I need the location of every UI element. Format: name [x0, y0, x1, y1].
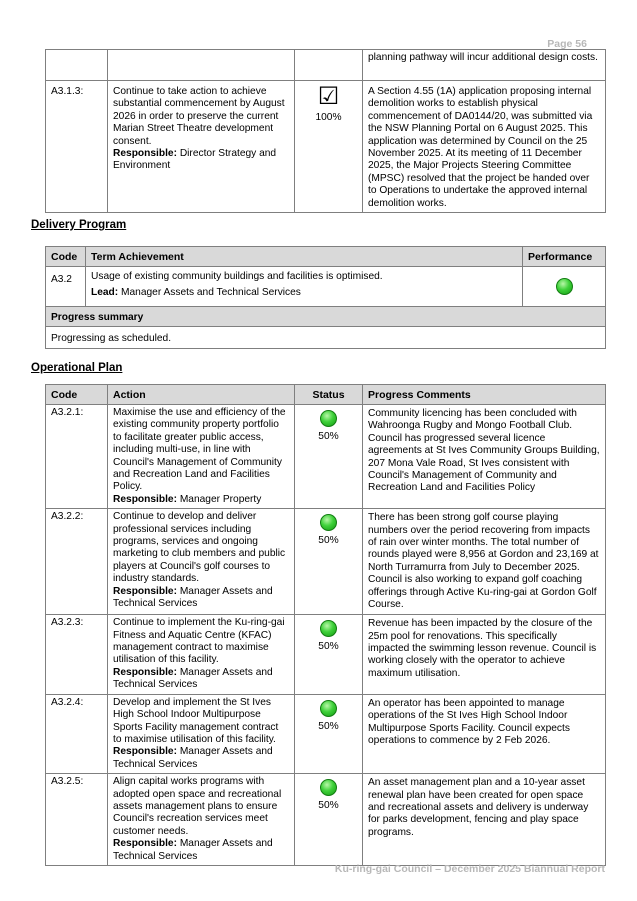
- col-action: Action: [108, 385, 295, 405]
- action-text: Continue to take action to achieve substantial commencement by August 2026 in order to preserve the current Marian Street Theatre development consent.: [113, 86, 285, 147]
- term-code: A3.2: [46, 267, 86, 307]
- progress-comment: An operator has been appointed to manage operations of the St Ives High School Indoor Multipurpose Sports Facility. Council expects operations to commence by 2 Feb 2026.: [363, 694, 606, 773]
- responsible-label: Responsible:: [113, 746, 177, 758]
- status-cell: [295, 694, 363, 773]
- responsible-label: Responsible:: [113, 838, 177, 850]
- progress-comment: Revenue has been impacted by the closure of the 25m pool for renovations. This specifically impacted the swimming lesson revenue. Council is working closely with the operator to achieve maximum utilisation.: [363, 615, 606, 694]
- checkbox-ticked-icon: ☑: [317, 83, 340, 110]
- report-footer: Ku-ring-gai Council – December 2025 Biannual Report: [334, 863, 605, 875]
- action-cell: [108, 405, 295, 509]
- progress-comment: Community licencing has been concluded with Wahroonga Rugby and Mongo Football Club. Council has progressed several licence agreements at St Ives Community Groups Building, 207 Mona Vale Road, St Ives consistent with Council's Management of Community and Recreation Land and Facilities Policy: [363, 405, 606, 509]
- page-number: Page 56: [547, 38, 587, 50]
- responsible-value: Manager Assets and Technical Services: [113, 838, 273, 862]
- table-row: [46, 509, 606, 615]
- table-row: [46, 615, 606, 694]
- responsible-label: Responsible:: [113, 666, 177, 678]
- delivery-program-table: [45, 246, 606, 349]
- action-cell: [108, 774, 295, 866]
- status-indicator-icon: [320, 410, 337, 427]
- action-cell: [108, 694, 295, 773]
- table-row: [46, 81, 606, 213]
- col-code: Code: [46, 247, 86, 267]
- col-term-achievement: Term Achievement: [86, 247, 523, 267]
- progress-summary-text: Progressing as scheduled.: [46, 327, 606, 348]
- action-text: Align capital works programs with adopted open space and recreational assets management plans to ensure Council's recreation services meet customer needs.: [113, 776, 282, 837]
- status-percent: 50%: [318, 800, 339, 812]
- status-percent: 50%: [318, 431, 339, 442]
- status-percent: 100%: [315, 112, 342, 123]
- action-text: Continue to develop and deliver professional services including programs, services and ongoing marketing to club members and public players at Council's golf courses to industry standards.: [113, 511, 286, 585]
- term-cell: [86, 267, 523, 307]
- top-action-table: [45, 49, 606, 213]
- table-row: [46, 694, 606, 773]
- status-indicator-icon: [320, 620, 337, 637]
- progress-comment: A Section 4.55 (1A) application proposing internal demolition works to establish physical commencement of DA0144/20, was submitted via the NSW Planning Portal on 6 August 2025. This application was determined by Council on the 25 November 2025. At its meeting of 11 December 2025, the Major Projects Steering Committee (MPSC) resolved that the project be handed over to Operations to undertake the approved internal demolition works.: [363, 81, 606, 213]
- status-indicator-icon: [320, 700, 337, 717]
- status-indicator-icon: [320, 779, 337, 796]
- responsible-value: Manager Assets and Technical Services: [113, 666, 273, 691]
- action-cell: [108, 509, 295, 615]
- action-code: A3.2.2:: [46, 509, 108, 615]
- status-indicator-icon: [320, 514, 337, 531]
- action-text: Continue to implement the Ku-ring-gai Fitness and Aquatic Centre (KFAC) management contract to maximise utilisation of this facility.: [113, 617, 285, 666]
- table-header-row: [46, 385, 606, 405]
- action-code: A3.2.3:: [46, 615, 108, 694]
- responsible-label: Responsible:: [113, 585, 177, 597]
- action-text: Maximise the use and efficiency of the existing community property portfolio to facilitate greater public access, including multi-use, in line with Council's Management of Community and Recreation Land and Facilities Policy.: [113, 407, 286, 493]
- performance-cell: [523, 267, 606, 307]
- col-code: Code: [46, 385, 108, 405]
- status-percent: 50%: [318, 720, 339, 732]
- action-code: A3.2.4:: [46, 694, 108, 773]
- operational-plan-table: [45, 384, 606, 866]
- col-status: Status: [295, 385, 363, 405]
- status-cell: [295, 509, 363, 615]
- action-text: Develop and implement the St Ives High School Indoor Multipurpose Sports Facility management contract to maximise utilisation of this facility.: [113, 696, 279, 745]
- action-code: A3.1.3:: [46, 81, 108, 213]
- table-row: [46, 327, 606, 348]
- responsible-value: Manager Assets and Technical Services: [113, 585, 273, 610]
- progress-comment: planning pathway will incur additional design costs.: [363, 50, 606, 81]
- lead-value: Manager Assets and Technical Services: [121, 287, 301, 298]
- col-performance: Performance: [523, 247, 606, 267]
- table-header-row: [46, 247, 606, 267]
- progress-comment: There has been strong golf course playing numbers over the period recovering from impacts of rain over winter months. The total number of rounds played were 8,956 at Gordon and 23,169 at North Turramurra from July to December 2025. Council is also working to expand golf coaching offerings through Active Ku-ring-gai at Gordon Golf Course.: [363, 509, 606, 615]
- lead-label: Lead:: [91, 287, 119, 298]
- table-row: [46, 774, 606, 866]
- status-cell: [295, 81, 363, 213]
- responsible-label: Responsible:: [113, 148, 177, 160]
- table-row: [46, 307, 606, 327]
- responsible-label: Responsible:: [113, 493, 177, 505]
- col-progress-comments: Progress Comments: [363, 385, 606, 405]
- responsible-value: Manager Property: [179, 493, 262, 505]
- performance-status-icon: [556, 278, 573, 295]
- action-cell: [108, 81, 295, 213]
- operational-plan-heading: Operational Plan: [31, 362, 123, 374]
- responsible-value: Director Strategy and Environment: [113, 148, 277, 172]
- status-percent: 50%: [318, 641, 339, 653]
- term-text: Usage of existing community buildings and facilities is optimised.: [91, 271, 383, 282]
- action-code: A3.2.1:: [46, 405, 108, 509]
- table-row: [46, 267, 606, 307]
- status-cell: [295, 615, 363, 694]
- table-row: [46, 50, 606, 81]
- progress-summary-label: Progress summary: [46, 307, 606, 327]
- status-cell: [295, 405, 363, 509]
- table-row: [46, 405, 606, 509]
- responsible-value: Manager Assets and Technical Services: [113, 746, 273, 770]
- progress-comment: An asset management plan and a 10-year asset renewal plan have been created for open space and recreational assets and delivery is underway for parks development, fencing and play space programs.: [363, 774, 606, 866]
- status-percent: 50%: [318, 535, 339, 547]
- action-code: A3.2.5:: [46, 774, 108, 866]
- delivery-program-heading: Delivery Program: [31, 219, 127, 231]
- action-cell: [108, 615, 295, 694]
- status-cell: [295, 774, 363, 866]
